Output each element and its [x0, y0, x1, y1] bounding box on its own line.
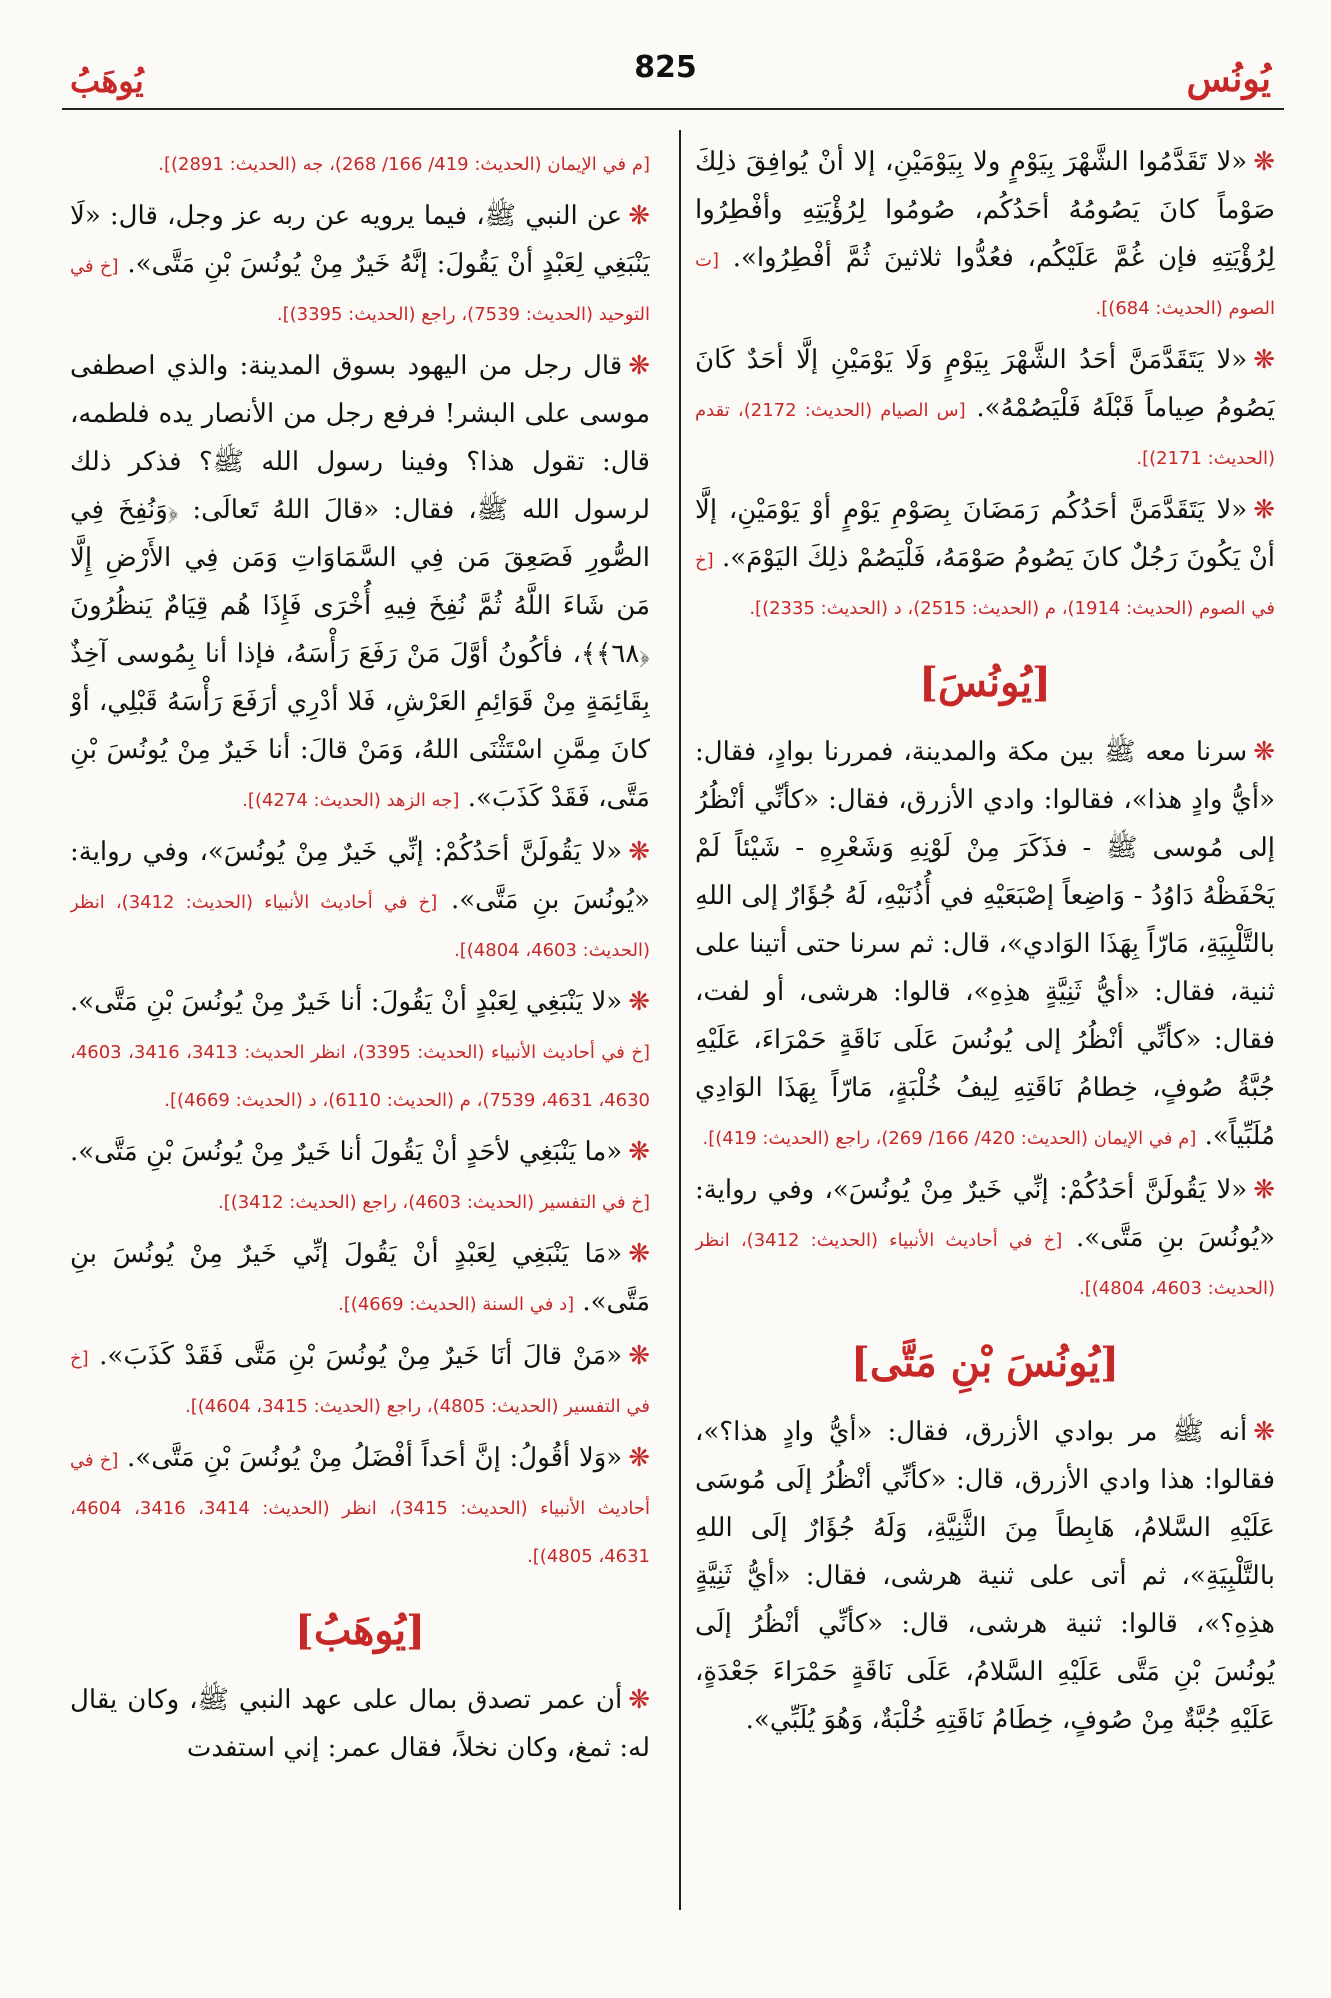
right-column — [695, 138, 1275, 1928]
hadith-entry — [70, 1230, 650, 1326]
bullet-icon: ❋ — [628, 201, 650, 231]
bullet-icon: ❋ — [628, 1341, 650, 1371]
hadith-text: عن النبي ﷺ، فيما يرويه عن ربه عز وجل، قال: «لَا يَنْبَغِي لِعَبْدٍ أنْ يَقُولَ: إنَّهُ خَيرٌ مِنْ يُونُسَ بْنِ مَتَّى». — [70, 201, 650, 279]
hadith-text: «ما يَنْبَغِي لأحَدٍ أنْ يَقُولَ أنا خَيرٌ مِنْ يُونُسَ بْنِ مَتَّى». — [70, 1137, 623, 1167]
bullet-icon: ❋ — [1253, 147, 1275, 177]
hadith-text: «لا يَنْبَغِي لِعَبْدٍ أنْ يَقُولَ: أنا خَيرٌ مِنْ يُونُسَ بْنِ مَتَّى». — [70, 987, 623, 1017]
hadith-source: [س الصيام (الحديث: 2172)، تقدم (الحديث: 2171)]. — [695, 400, 1275, 469]
hadith-entry — [695, 1408, 1275, 1744]
hadith-text: «لا يَتَقَدَّمَنَّ أحَدُ الشَّهْرَ بِيَوْمٍ وَلَا يَوْمَيْنِ إلَّا أحَدٌ كَانَ يَصُومُ صِياماً قَبْلَهُ فَلْيَصُمْهُ». — [695, 345, 1275, 423]
hadith-source: [خ في التفسير (الحديث: 4603)، راجع (الحديث: 3412)]. — [217, 1192, 650, 1213]
section-heading: [يُونُسَ] — [919, 659, 1051, 706]
hadith-entry — [695, 336, 1275, 480]
hadith-entry — [70, 1434, 650, 1578]
hadith-source: [جه الزهد (الحديث: 4274)]. — [242, 790, 460, 811]
column-divider — [679, 130, 681, 1910]
hadith-source: [ت الصوم (الحديث: 684)]. — [695, 250, 1275, 319]
hadith-entry — [70, 1676, 650, 1772]
bullet-icon: ❋ — [1253, 345, 1275, 375]
hadith-source: [خ في التوحيد (الحديث: 7539)، راجع (الحديث: 3395)]. — [70, 256, 650, 325]
hadith-text: «لا يَقُولَنَّ أحَدُكُمْ: إنِّي خَيرٌ مِنْ يُونُسَ»، وفي رواية: «يُونُسَ بنِ مَتَّى». — [695, 1175, 1275, 1253]
hadith-source: [د في السنة (الحديث: 4669)]. — [338, 1294, 575, 1315]
hadith-entry — [70, 1128, 650, 1224]
bullet-icon: ❋ — [628, 987, 650, 1017]
hadith-text: «لا تَقَدَّمُوا الشَّهْرَ بِيَوْمٍ ولا بِيَوْمَيْنِ، إلا أنْ يُوافِقَ ذلِكَ صَوْماً كانَ يَصُومُهُ أحَدُكُم، صُومُوا لِرُؤْيَتِهِ وأفْطِرُوا لِرُؤْيَتِهِ فإن غُمَّ عَلَيْكُم، فعُدُّوا ثلاثينَ ثُمَّ أفْطِرُوا». — [695, 147, 1275, 273]
bullet-icon: ❋ — [1253, 495, 1275, 525]
section-heading: [يُونُسَ بْنِ مَتَّى] — [850, 1339, 1120, 1386]
hadith-entry — [695, 728, 1275, 1160]
hadith-source: [م في الإيمان (الحديث: 419/ 166/ 268)، جه (الحديث: 2891)]. — [158, 154, 650, 175]
header-rule — [62, 108, 1284, 110]
hadith-text: «مَا يَنْبَغِي لِعَبْدٍ أنْ يَقُولَ إنِّي خَيرٌ مِنْ يُونُسَ بنِ مَتَّى». — [70, 1239, 650, 1317]
hadith-entry — [70, 138, 650, 186]
hadith-text: سرنا معه ﷺ بين مكة والمدينة، فمررنا بوادٍ، فقال: «أيُّ وادٍ هذا»، فقالوا: وادي الأزرق، فقال: «كأنِّي أنْظُرُ إلى مُوسى ﷺ - فذَكَرَ مِنْ لَوْنِهِ وَشَعْرِهِ - شَيْئاً لَمْ يَحْفَظْهُ دَاوُدُ - وَاضِعاً إصْبَعَيْهِ في أُذُنَيْهِ، لَهُ جُؤَارٌ إلى اللهِ بالتَّلْبِيَةِ، مَارّاً بِهَذَا الوَادي»، قال: ثم سرنا حتى أتينا على ثنية، فقال: «أيُّ ثَنِيَّةٍ هذِهِ»، قالوا: هرشى، أو لفت، فقال: «كأنِّي أنْظُرُ إلى يُونُسَ عَلَى نَاقَةٍ حَمْرَاءَ، عَلَيْهِ جُبَّةُ صُوفٍ، خِطامُ نَاقَتِهِ لِيفُ خُلْبَةٍ، مَارّاً بِهَذَا الوَادِي مُلَبِّياً». — [695, 737, 1275, 1151]
hadith-entry — [70, 192, 650, 336]
hadith-entry — [70, 828, 650, 972]
hadith-entry — [70, 1332, 650, 1428]
hadith-text: «مَنْ قالَ أنَا خَيرٌ مِنْ يُونُسَ بْنِ مَتَّى فَقَدْ كَذَبَ». — [99, 1341, 623, 1371]
running-head-left: يُوهَبُ — [70, 62, 144, 100]
page-number: 825 — [634, 50, 697, 85]
hadith-source: [خ في الصوم (الحديث: 1914)، م (الحديث: 2515)، د (الحديث: 2335)]. — [695, 550, 1275, 619]
bullet-icon: ❋ — [628, 1137, 650, 1167]
hadith-text: قال رجل من اليهود بسوق المدينة: والذي اصطفى موسى على البشر! فرفع رجل من الأنصار يده فلطمه، قال: تقول هذا؟ وفينا رسول الله ﷺ؟ فذكر ذلك لرسول الله ﷺ، فقال: «قالَ اللهُ تَعالَى: ﴿وَنُفِخَ فِي الصُّورِ فَصَعِقَ مَن فِي السَّمَاوَاتِ وَمَن فِي الأَرْضِ إِلَّا مَن شَاءَ اللَّهُ ثُمَّ نُفِخَ فِيهِ أُخْرَى فَإِذَا هُم قِيَامٌ يَنظُرُونَ ﴿٦٨﴾﴾، فأكُونُ أوَّلَ مَنْ رَفَعَ رَأْسَهُ، فإذا أنا بِمُوسى آخِذٌ بِقَائِمَةٍ مِنْ قَوَائِمِ العَرْشِ، فَلا أدْرِي أرَفَعَ رَأْسَهُ قَبْلِي، أوْ كانَ مِمَّنِ اسْتَثْنَى اللهُ، وَمَنْ قالَ: أنا خَيرٌ مِنْ يُونُسَ بْنِ مَتَّى، فَقَدْ كَذَبَ». — [70, 351, 650, 813]
hadith-source: [خ في أحاديث الأنبياء (الحديث: 3395)، انظر الحديث: 3413، 3416، 4603، 4630، 4631، 7539)، م (الحديث: 6110)، د (الحديث: 4669)]. — [70, 1042, 650, 1111]
bullet-icon: ❋ — [628, 1685, 650, 1715]
bullet-icon: ❋ — [628, 837, 650, 867]
running-head-right: يُونُس — [1186, 58, 1271, 100]
bullet-icon: ❋ — [1253, 1175, 1275, 1205]
hadith-text: «وَلا أقُولُ: إنَّ أحَداً أفْضَلُ مِنْ يُونُسَ بْنِ مَتَّى». — [127, 1443, 623, 1473]
hadith-source: [خ في أحاديث الأنبياء (الحديث: 3412)، انظر (الحديث: 4603، 4804)]. — [70, 892, 650, 961]
section-heading: [يُوهَبُ] — [294, 1607, 426, 1654]
hadith-source: [م في الإيمان (الحديث: 420/ 166/ 269)، راجع (الحديث: 419)]. — [702, 1128, 1197, 1149]
left-column — [70, 138, 650, 1928]
hadith-entry — [695, 1166, 1275, 1310]
hadith-source: [خ في أحاديث الأنبياء (الحديث: 3412)، انظر (الحديث: 4603، 4804)]. — [695, 1230, 1275, 1299]
bullet-icon: ❋ — [628, 351, 650, 381]
hadith-source: [خ في أحاديث الأنبياء (الحديث: 3415)، انظر (الحديث: 3414، 3416، 4604، 4631، 4805)]. — [70, 1450, 650, 1567]
hadith-text: أنه ﷺ مر بوادي الأزرق، فقال: «أيُّ وادٍ هذا؟»، فقالوا: هذا وادي الأزرق، قال: «كأنِّي أنْظُرُ إلَى مُوسَى عَلَيْهِ السَّلامُ، هَابِطاً مِنَ الثَّنِيَّةِ، وَلَهُ جُؤَارٌ إلَى اللهِ بالتَّلْبِيَةِ»، ثم أتى على ثنية هرشى، فقال: «أيُّ ثَنِيَّةٍ هذِهِ؟»، قالوا: ثنية هرشى، قال: «كأنِّي أنْظُرُ إلَى يُونُسَ بْنِ مَتَّى عَلَيْهِ السَّلامُ، عَلَى نَاقَةٍ حَمْرَاءَ جَعْدَةٍ، عَلَيْهِ جُبَّةٌ مِنْ صُوفٍ، خِطَامُ نَاقَتِهِ خُلْبَةٌ، وَهُوَ يُلَبِّي». — [695, 1417, 1275, 1735]
bullet-icon: ❋ — [1253, 1417, 1275, 1447]
bullet-icon: ❋ — [628, 1239, 650, 1269]
hadith-source: [خ في التفسير (الحديث: 4805)، راجع (الحديث: 3415، 4604)]. — [70, 1348, 650, 1417]
bullet-icon: ❋ — [1253, 737, 1275, 767]
hadith-entry — [70, 342, 650, 822]
bullet-icon: ❋ — [628, 1443, 650, 1473]
hadith-entry — [70, 978, 650, 1122]
hadith-entry — [695, 486, 1275, 630]
hadith-text: «لا يَتَقَدَّمَنَّ أحَدُكُم رَمَضَانَ بِصَوْمِ يَوْمٍ أوْ يَوْمَيْنِ، إلَّا أنْ يَكُونَ رَجُلٌ كانَ يَصُومُ صَوْمَهُ، فَلْيَصُمْ ذلِكَ اليَوْمَ». — [695, 495, 1275, 573]
hadith-text: أن عمر تصدق بمال على عهد النبي ﷺ، وكان يقال له: ثمغ، وكان نخلاً، فقال عمر: إني استفدت — [70, 1685, 650, 1763]
hadith-entry — [695, 138, 1275, 330]
hadith-text: «لا يَقُولَنَّ أحَدُكُمْ: إنِّي خَيرٌ مِنْ يُونُسَ»، وفي رواية: «يُونُسَ بنِ مَتَّى». — [70, 837, 650, 915]
